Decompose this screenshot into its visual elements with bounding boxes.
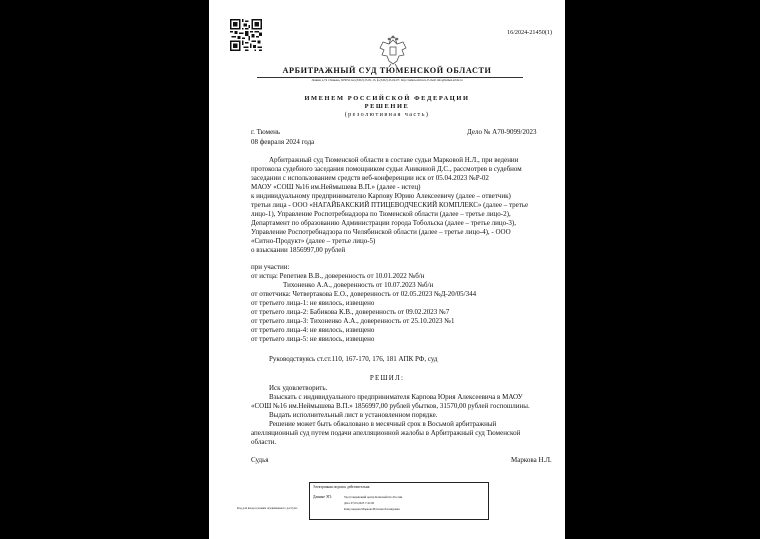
participant-line: от третьего лица-5: не явилось, извещено bbox=[251, 335, 375, 343]
decision-title: РЕШЕНИЕ bbox=[364, 103, 410, 110]
city: г. Тюмень bbox=[251, 128, 281, 136]
guided-by: Руководствуясь ст.ст.110, 167-170, 176, 181 АПК РФ, суд bbox=[269, 355, 438, 363]
resolution-line: области. bbox=[251, 438, 277, 446]
participants-heading: при участии: bbox=[251, 263, 290, 271]
participant-line: от третьего лица-3: Тихоненко А.А., доверенность от 25.10.2023 №1 bbox=[251, 317, 455, 325]
decision-subtitle: (резолютивная часть) bbox=[344, 111, 430, 118]
text-line: протокола судебного заседания помощником судьи Аникиной Д.С., рассмотрев в судебном bbox=[251, 165, 522, 173]
document-page bbox=[209, 0, 565, 539]
text-line: «Ситно-Продукт» (далее – третье лицо-5) bbox=[251, 237, 376, 245]
text-line: МАОУ «СОШ №16 им.Неймышева В.П.» (далее - истец) bbox=[251, 183, 421, 191]
participant-line: от третьего лица-1: не явилось, извещено bbox=[251, 299, 375, 307]
resolution-line: апелляционный суд путем подачи апелляционной жалобы в Арбитражный суд Тюменской bbox=[251, 429, 521, 437]
resolution-line: Решение может быть обжаловано в месячный срок в Восьмой арбитражный bbox=[269, 420, 497, 428]
resolution-line: Взыскать с индивидуального предпринимателя Карпова Юрия Алексеевича в МАОУ bbox=[269, 393, 523, 401]
resolution-line: Иск удовлетворить. bbox=[269, 384, 328, 392]
court-address: Ленина д.74 г.Тюмень, 625052,тел.(3452) 25-81-13, ф.(3452) 45-02-07, http://tumen.arbitr.ru, E-mail: info@tumen.arbitr.ru bbox=[311, 78, 463, 82]
participant-line: от истца: Репетнев В.В., доверенность от 10.01.2022 №б/н bbox=[251, 272, 425, 280]
esign-data-label: Данные ЭП: bbox=[313, 495, 332, 499]
judge-name: Маркова Н.Л. bbox=[511, 456, 552, 464]
resolution-line: «СОШ №16 им.Неймышева В.П.» 1856997,00 рублей убытков, 31570,00 рублей госпошлины. bbox=[251, 402, 530, 410]
decision-date: 08 февраля 2024 года bbox=[251, 138, 315, 146]
participant-line: от ответчика: Четвертакова Е.О., доверенность от 02.05.2023 №Д-20/05/344 bbox=[251, 290, 477, 298]
qr-code bbox=[230, 19, 262, 51]
esign-title: Электронная подпись действительна. bbox=[313, 485, 371, 489]
electronic-signature-stamp bbox=[309, 482, 489, 520]
text-line: о взыскании 1856997,00 рублей bbox=[251, 246, 346, 254]
judge-label: Судья bbox=[251, 456, 269, 464]
case-stamp: 16/2024-21450(1) bbox=[507, 29, 553, 36]
text-line: Департамент по образованию Администрации города Тобольска (далее – третье лицо-3), bbox=[251, 219, 516, 227]
text-line: Арбитражный суд Тюменской области в составе судьи Марковой Н.Л., при ведении bbox=[269, 156, 519, 164]
resolution-line: Выдать исполнительный лист в установленном порядке. bbox=[269, 411, 438, 419]
coat-of-arms-emblem bbox=[377, 34, 409, 68]
text-line: к индивидуальному предпринимателю Карпову Юрию Алексеевичу (далее – ответчик) bbox=[251, 192, 511, 200]
case-number: Дело № А70-9099/2023 bbox=[467, 128, 537, 136]
esign-date: Дата 07.03.2023 7:41:00 bbox=[344, 501, 375, 505]
participant-line: от третьего лица-2: Бабикова К.В., доверенность от 09.02.2023 №7 bbox=[251, 308, 450, 316]
participant-line: Тихоненко А.А., доверенность от 10.07.2023 №б/н bbox=[283, 281, 434, 289]
participant-line: от третьего лица-4: не явилось, извещено bbox=[251, 326, 375, 334]
decision-line-1: ИМЕНЕМ РОССИЙСКОЙ ФЕДЕРАЦИИ bbox=[304, 95, 470, 102]
court-name: АРБИТРАЖНЫЙ СУД ТЮМЕНСКОЙ ОБЛАСТИ bbox=[282, 66, 492, 75]
text-line: Управление Роспотребнадзора по Челябинской области (далее – третье лицо-4), - ООО bbox=[251, 228, 511, 236]
text-line: заседании с использованием средств веб-конференции иск от 05.04.2023 №Р-02 bbox=[251, 174, 489, 182]
esign-owner: Кому выдана Маркова Наталья Леонидовна bbox=[344, 507, 400, 511]
restricted-access-code-label: Код для входа в режим ограниченного доступа: bbox=[237, 506, 298, 510]
text-line: третьи лица - ООО «НАГАЙБАКСКИЙ ПТИЦЕВОДЧЕСКИЙ КОМПЛЕКС» (далее – третье bbox=[251, 201, 529, 209]
text-line: лицо-1), Управление Роспотребнадзора по Тюменской области (далее – третье лицо-2), bbox=[251, 210, 511, 218]
resolved-heading: РЕШИЛ: bbox=[369, 374, 405, 382]
esign-issuer: Удостоверяющий центр Казначейство России bbox=[344, 495, 403, 499]
